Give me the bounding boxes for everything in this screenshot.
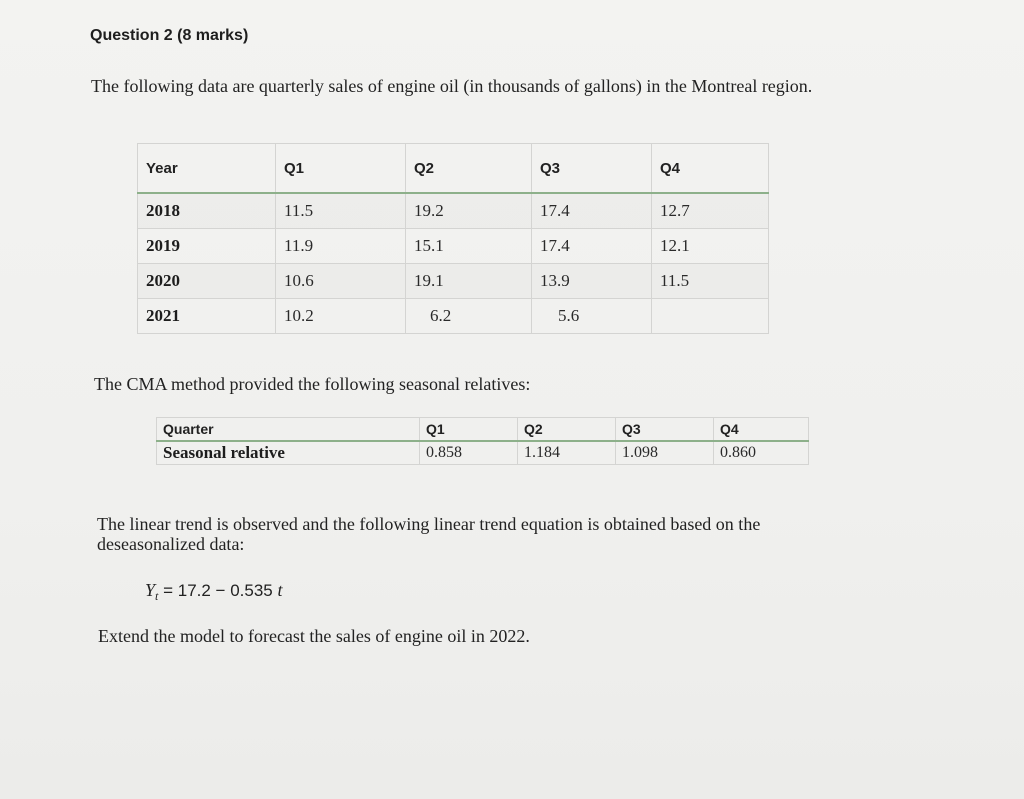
equation-subscript: t xyxy=(155,589,159,603)
header-q4: Q4 xyxy=(652,144,769,194)
q3-cell: 17.4 xyxy=(532,193,652,229)
q3-cell: 13.9 xyxy=(532,264,652,299)
q3-cell: 17.4 xyxy=(532,229,652,264)
q1-cell: 10.6 xyxy=(276,264,406,299)
quarter-q3: Q3 xyxy=(616,418,714,442)
seasonal-value-q1: 0.858 xyxy=(420,441,518,465)
intro-paragraph: The following data are quarterly sales of engine oil (in thousands of gallons) in the Montreal region. xyxy=(91,76,813,96)
quarter-label: Quarter xyxy=(157,418,420,442)
equation-variable: t xyxy=(277,580,283,600)
year-cell: 2021 xyxy=(138,299,276,334)
quarter-q2: Q2 xyxy=(518,418,616,442)
quarter-q1: Q1 xyxy=(420,418,518,442)
header-q1: Q1 xyxy=(276,144,406,194)
year-cell: 2020 xyxy=(138,264,276,299)
q4-cell xyxy=(652,299,769,334)
q4-cell: 12.1 xyxy=(652,229,769,264)
q2-cell: 19.2 xyxy=(406,193,532,229)
header-q2: Q2 xyxy=(406,144,532,194)
equation-rhs: = 17.2 − 0.535 xyxy=(163,581,273,600)
trend-equation xyxy=(145,580,283,601)
seasonal-value-q4: 0.860 xyxy=(714,441,809,465)
seasonal-value-q2: 1.184 xyxy=(518,441,616,465)
q4-cell: 11.5 xyxy=(652,264,769,299)
table-row xyxy=(138,299,769,334)
q1-cell: 11.5 xyxy=(276,193,406,229)
trend-paragraph: The linear trend is observed and the following linear trend equation is obtained based on the deseasonalized data: xyxy=(97,514,761,554)
table-row xyxy=(138,229,769,264)
table-row xyxy=(138,264,769,299)
seasonal-relative-label: Seasonal relative xyxy=(157,441,420,465)
sales-table xyxy=(137,143,769,334)
seasonal-header-row xyxy=(157,418,809,442)
seasonal-relatives-table xyxy=(156,417,809,465)
year-cell: 2018 xyxy=(138,193,276,229)
q2-cell: 19.1 xyxy=(406,264,532,299)
forecast-paragraph: Extend the model to forecast the sales of engine oil in 2022. xyxy=(98,626,530,646)
q2-cell: 15.1 xyxy=(406,229,532,264)
equation-lhs: Y xyxy=(145,580,156,600)
question-heading: Question 2 (8 marks) xyxy=(90,27,249,44)
quarter-q4: Q4 xyxy=(714,418,809,442)
header-year: Year xyxy=(138,144,276,194)
seasonal-value-q3: 1.098 xyxy=(616,441,714,465)
q3-cell: 5.6 xyxy=(532,299,652,334)
cma-paragraph: The CMA method provided the following seasonal relatives: xyxy=(94,374,531,394)
table-row xyxy=(138,193,769,229)
q2-cell: 6.2 xyxy=(406,299,532,334)
q4-cell: 12.7 xyxy=(652,193,769,229)
year-cell: 2019 xyxy=(138,229,276,264)
q1-cell: 10.2 xyxy=(276,299,406,334)
sales-table-header-row xyxy=(138,144,769,194)
q1-cell: 11.9 xyxy=(276,229,406,264)
seasonal-value-row xyxy=(157,441,809,465)
header-q3: Q3 xyxy=(532,144,652,194)
